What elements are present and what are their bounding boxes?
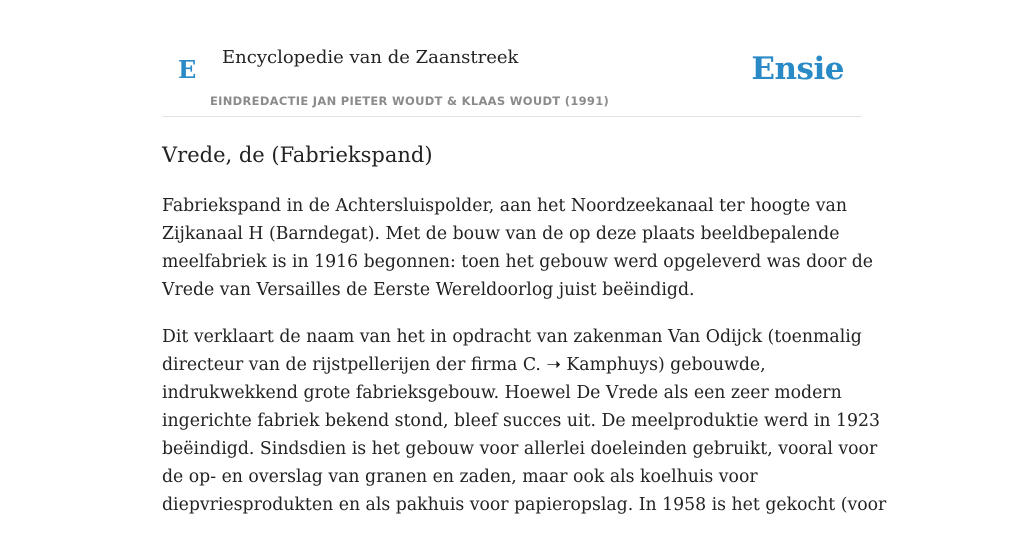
paragraph-2 <box>162 323 887 519</box>
ensie-logo-link[interactable]: Ensie <box>751 51 844 87</box>
site-header <box>162 0 862 117</box>
entry-body <box>162 192 887 538</box>
text-line: ingerichte fabriek bekend stond, bleef succes uit. De meelproduktie werd in 1923 <box>162 411 880 431</box>
entry-title: Vrede, de (Fabriekspand) <box>162 143 433 167</box>
book-logo-icon[interactable]: E <box>178 55 197 84</box>
page <box>162 0 887 515</box>
text-line: indrukwekkend grote fabrieksgebouw. Hoewel De Vrede als een zeer modern <box>162 383 842 403</box>
paragraph-1 <box>162 192 873 304</box>
text-line: meelfabriek is in 1916 begonnen: toen het gebouw werd opgeleverd was door de <box>162 252 873 272</box>
book-editors: EINDREDACTIE JAN PIETER WOUDT & KLAAS WOUDT (1991) <box>210 94 610 108</box>
text-line: directeur van de rijstpellerijen der firma C. ➝ Kamphuys) gebouwde, <box>162 355 766 375</box>
book-title[interactable]: Encyclopedie van de Zaanstreek <box>222 47 519 68</box>
text-line: Dit verklaart de naam van het in opdracht van zakenman Van Odijck (toenmalig <box>162 327 862 347</box>
text-line: de op- en overslag van granen en zaden, maar ook als koelhuis voor <box>162 467 758 487</box>
text-line: beëindigd. Sindsdien is het gebouw voor allerlei doeleinden gebruikt, vooral voor <box>162 439 878 459</box>
text-line: Zijkanaal H (Barndegat). Met de bouw van de op deze plaats beeldbepalende <box>162 224 840 244</box>
text-line: Vrede van Versailles de Eerste Wereldoorlog juist beëindigd. <box>162 280 695 300</box>
text-line: Fabriekspand in de Achtersluispolder, aan het Noordzeekanaal ter hoogte van <box>162 196 847 216</box>
text-line: diepvriesprodukten en als pakhuis voor papieropslag. In 1958 is het gekocht (voor <box>162 495 887 515</box>
